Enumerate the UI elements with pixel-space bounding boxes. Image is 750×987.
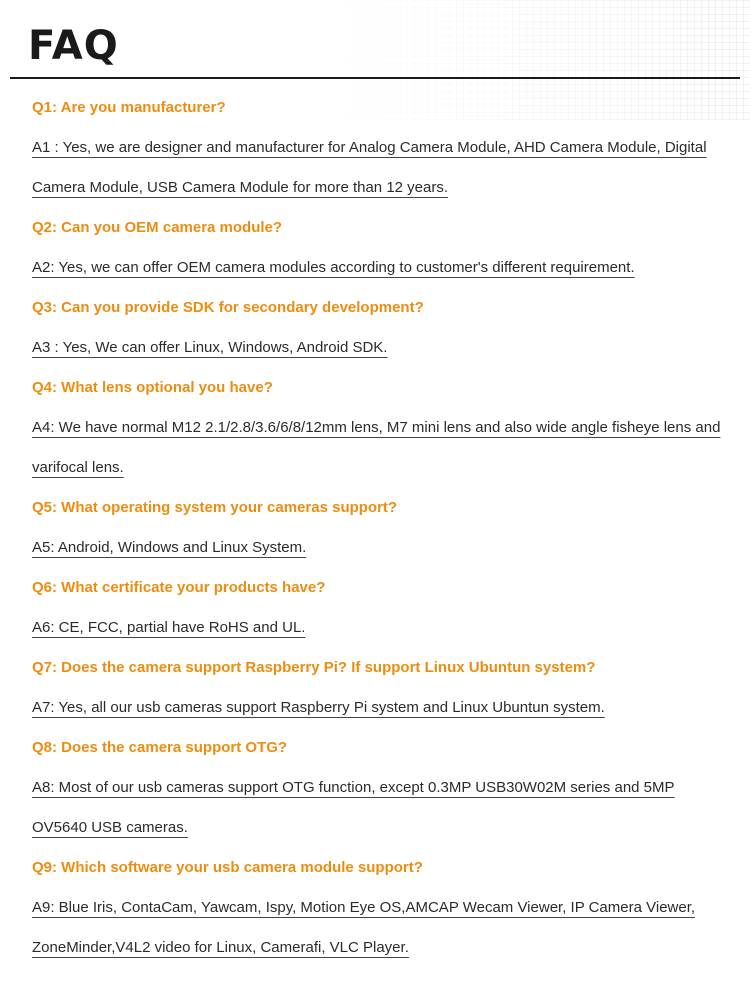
faq-list — [32, 88, 732, 968]
page-title: FAQ — [28, 23, 119, 69]
faq-question: Q5: What operating system your cameras support? — [32, 499, 398, 516]
faq-answer: A6: CE, FCC, partial have RoHS and UL. — [32, 619, 306, 636]
faq-item — [32, 368, 732, 488]
faq-question: Q9: Which software your usb camera module support? — [32, 859, 423, 876]
faq-answer: A9: Blue Iris, ContaCam, Yawcam, Ispy, Motion Eye OS,AMCAP Wecam Viewer, IP Camera Viewer, ZoneMinder,V4L2 video for Linux, Camerafi, VLC Player. — [32, 899, 696, 956]
faq-question: Q4: What lens optional you have? — [32, 379, 273, 396]
faq-question: Q3: Can you provide SDK for secondary development? — [32, 299, 424, 316]
faq-item — [32, 848, 732, 968]
faq-question: Q8: Does the camera support OTG? — [32, 739, 288, 756]
faq-question: Q1: Are you manufacturer? — [32, 99, 226, 116]
title-divider — [10, 77, 740, 79]
faq-answer: A8: Most of our usb cameras support OTG function, except 0.3MP USB30W02M series and 5MP OV5640 USB cameras. — [32, 779, 675, 836]
faq-item — [32, 88, 732, 208]
faq-answer: A7: Yes, all our usb cameras support Raspberry Pi system and Linux Ubuntun system. — [32, 699, 605, 716]
faq-item — [32, 288, 732, 368]
faq-item — [32, 488, 732, 568]
faq-answer: A2: Yes, we can offer OEM camera modules according to customer's different requirement. — [32, 259, 635, 276]
faq-question: Q6: What certificate your products have? — [32, 579, 326, 596]
faq-item — [32, 568, 732, 648]
faq-item — [32, 728, 732, 848]
faq-question: Q7: Does the camera support Raspberry Pi? If support Linux Ubuntun system? — [32, 659, 596, 676]
faq-item — [32, 648, 732, 728]
faq-answer: A1 : Yes, we are designer and manufacturer for Analog Camera Module, AHD Camera Module, Digital Camera Module, USB Camera Module for more than 12 years. — [32, 139, 707, 196]
faq-question: Q2: Can you OEM camera module? — [32, 219, 283, 236]
faq-answer: A3 : Yes, We can offer Linux, Windows, Android SDK. — [32, 339, 388, 356]
faq-item — [32, 208, 732, 288]
faq-answer: A4: We have normal M12 2.1/2.8/3.6/6/8/12mm lens, M7 mini lens and also wide angle fisheye lens and varifocal lens. — [32, 419, 721, 476]
faq-answer: A5: Android, Windows and Linux System. — [32, 539, 307, 556]
